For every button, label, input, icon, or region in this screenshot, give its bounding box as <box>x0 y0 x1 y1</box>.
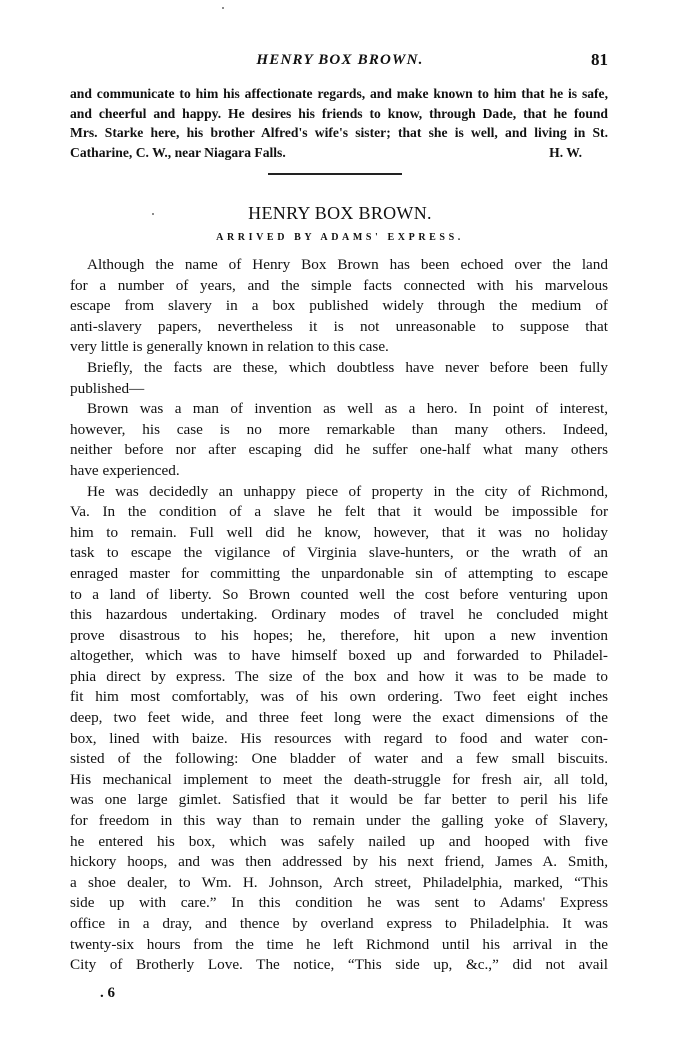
text-line: sisted of the following: One bladder of water and a few small biscuits. <box>70 750 608 768</box>
text-line-content: Catharine, C. W., near Niagara Falls. <box>70 144 286 160</box>
printer-signature-mark: . 6 <box>100 985 115 1001</box>
text-line: escape from slavery in a box published widely through the medium of <box>70 297 608 315</box>
text-line: for freedom in this way than to remain under the galling yoke of Slavery, <box>70 812 608 830</box>
text-line: Although the name of Henry Box Brown has been echoed over the land <box>87 256 608 273</box>
text-line: Mrs. Starke here, his brother Alfred's wife's sister; that she is well, and living in St. <box>70 125 608 141</box>
text-line: Briefly, the facts are these, which doubtless have never before been fully <box>87 358 608 376</box>
text-line: enraged master for committing the unpardonable sin of attempting to escape <box>70 564 608 582</box>
text-line: have experienced. <box>70 461 180 479</box>
page-number: 81 <box>591 50 608 69</box>
running-head: HENRY BOX BROWN. <box>256 52 424 68</box>
previous-letter-continuation <box>70 84 608 162</box>
text-line: box, lined with baize. His resources with regard to food and water con- <box>70 729 608 747</box>
text-line: published— <box>70 379 145 397</box>
text-line: and cheerful and happy. He desires his friends to know, through Dade, that he found <box>70 105 608 121</box>
text-line: task to escape the vigilance of Virginia slave-hunters, or the wrath of an <box>70 544 608 562</box>
text-line: His mechanical implement to meet the death-struggle for fresh air, all told, <box>70 770 608 788</box>
text-line: however, his case is no more remarkable than many others. Indeed, <box>70 420 608 438</box>
text-line <box>70 143 608 163</box>
text-line: side up with care.” In this condition he was sent to Adams' Express <box>70 894 608 912</box>
section-divider <box>268 173 402 175</box>
text-line: twenty-six hours from the time he left Richmond until his arrival in the <box>70 935 608 953</box>
article-title: HENRY BOX BROWN. <box>248 203 432 223</box>
text-line: for a number of years, and the simple facts connected with his marvelous <box>70 276 608 294</box>
text-line: and communicate to him his affectionate regards, and make known to him that he is safe, <box>70 86 608 101</box>
text-line: a shoe dealer, to Wm. H. Johnson, Arch street, Philadelphia, marked, “This <box>70 873 608 891</box>
article-subtitle: ARRIVED BY ADAMS' EXPRESS. <box>216 232 464 243</box>
text-line: to a land of liberty. So Brown counted well the cost before venturing upon <box>70 585 608 603</box>
scan-speck <box>222 7 224 9</box>
text-line: was one large gimlet. Satisfied that it would be far better to peril his life <box>70 791 608 809</box>
text-line: very little is generally known in relation to this case. <box>70 338 389 356</box>
text-line: hickory hoops, and was then addressed by his next friend, James A. Smith, <box>70 853 608 871</box>
text-line: prove disastrous to his hopes; he, therefore, hit upon a new invention <box>70 626 608 644</box>
text-line: anti-slavery papers, nevertheless it is not unreasonable to suppose that <box>70 317 608 335</box>
text-line: this hazardous undertaking. Ordinary modes of travel he concluded might <box>70 606 608 624</box>
text-line: phia direct by express. The size of the box and how it was to be made to <box>70 667 608 685</box>
article-body <box>70 255 608 976</box>
text-line: fit him most comfortably, was of his own ordering. Two feet eight inches <box>70 688 608 706</box>
text-line: deep, two feet wide, and three feet long were the exact dimensions of the <box>70 709 608 727</box>
text-line: he entered his box, which was safely nailed up and hooped with five <box>70 832 608 850</box>
text-line: altogether, which was to have himself boxed up and forwarded to Philadel- <box>70 647 608 665</box>
letter-signature: H. W. <box>549 144 582 160</box>
text-line: City of Brotherly Love. The notice, “This side up, &c.,” did not avail <box>70 956 608 974</box>
text-line: office in a dray, and thence by overland express to Philadelphia. It was <box>70 915 608 932</box>
text-line: He was decidedly an unhappy piece of property in the city of Richmond, <box>87 482 608 500</box>
text-line: Brown was a man of invention as well as a hero. In point of interest, <box>87 400 608 418</box>
text-line: Va. In the condition of a slave he felt that it would be impossible for <box>70 503 608 521</box>
text-line: neither before nor after escaping did he suffer one-half what many others <box>70 441 608 459</box>
text-line: him to remain. Full well did he know, however, that it was no holiday <box>70 523 608 541</box>
